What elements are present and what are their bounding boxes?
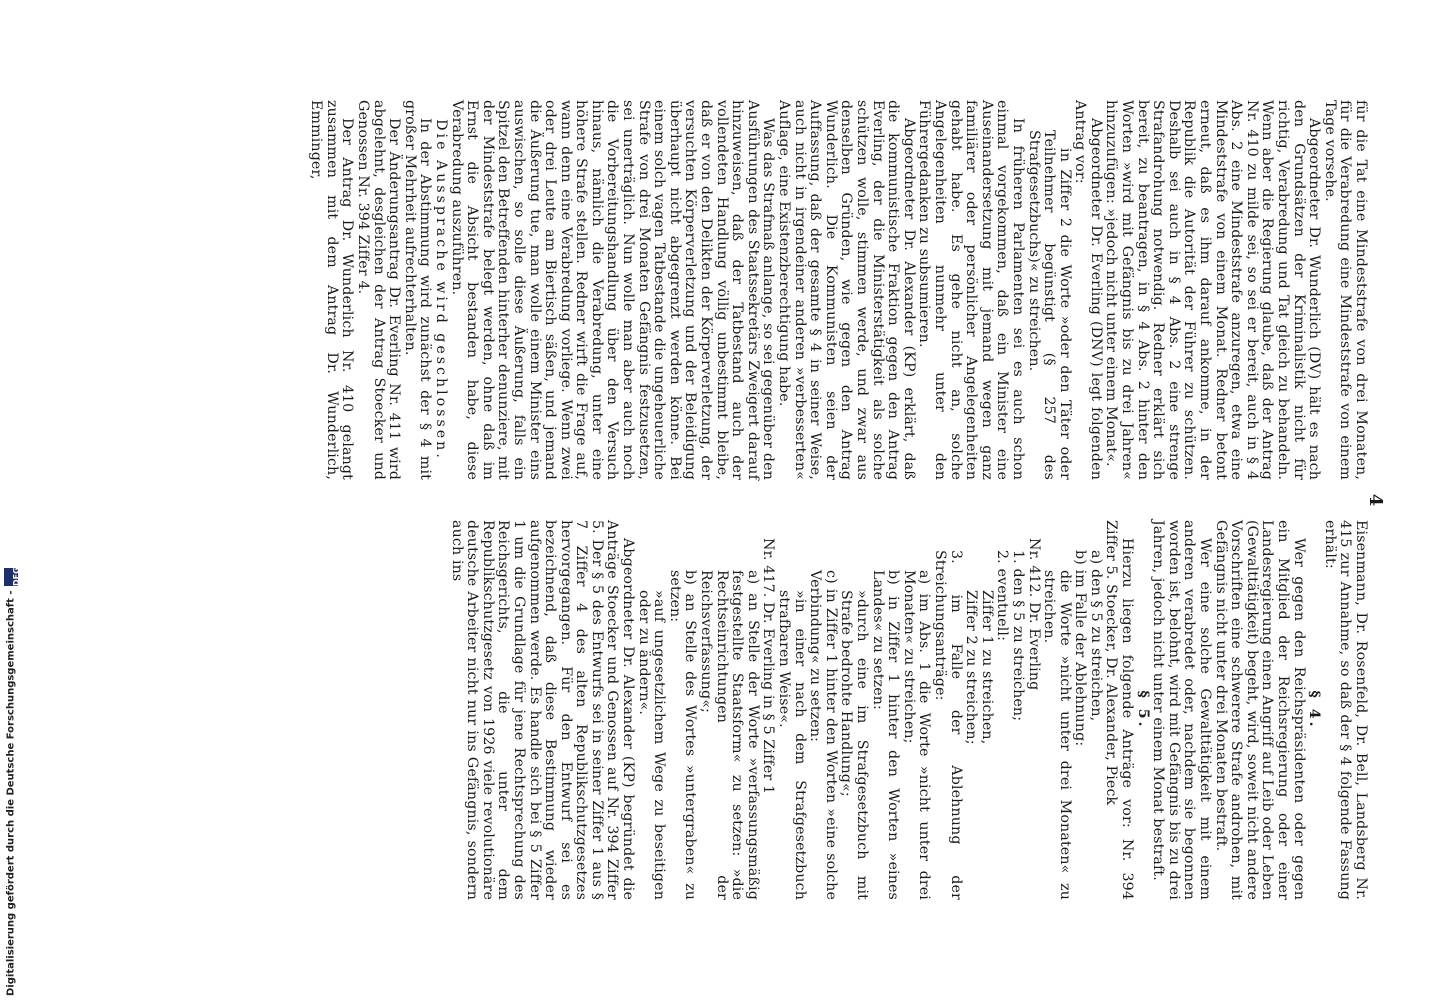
paragraph: In der Abstimmung wird zunächst der § 4 mit großer Mehrheit aufrechterhalten. xyxy=(401,100,434,480)
right-text-column xyxy=(448,520,1368,900)
paragraph: 3. im Falle der Ablehnung der Streichungsanträge: xyxy=(931,550,964,900)
paragraph: Wer gegen den Reichspräsidenten oder gegen ein Mitglied der Reichsregierung oder einer Landesregierung einen Angriff auf Leib oder Leben (Gewalttätigkeit) begeht, wird, soweit nicht andere Vorschriften eine schwerere Strafe androhen, mit Gefängnis nicht unter drei Monaten bestraft. xyxy=(1212,520,1307,900)
paragraph: Hierzu liegen folgende Anträge vor: Nr. 394 Ziffer 5. Stoecker, Dr. Alexander, Pieck xyxy=(1103,520,1136,900)
paragraph: »durch eine im Strafgesetzbuch mit Strafe bedrohte Handlung«; xyxy=(838,590,870,900)
paragraph: Der Änderungsantrag Dr. Everling Nr. 411 wird abgelehnt, desgleichen der Antrag Stoecker und Genossen Nr. 394 Ziffer 4. xyxy=(355,100,403,480)
left-text-column xyxy=(308,100,1368,480)
paragraph: a) im Abs. 1 die Worte »nicht unter drei Monaten« zu streichen; xyxy=(900,570,933,900)
paragraph: Abgeordneter Dr. Wunderlich (DV) hält es nach den Grundsätzen der Kriminalistik nicht für richtig, Verabredung und Tat gleich zu behandeln. Wenn aber die Regierung glaube, daß der Antrag Nr. 410 zu milde sei, so sei er bereit, auch in § 4 Abs. 2 eine Mindeststrafe anzuregen, etwa eine Mindeststrafe von einem Monat. Redner betont erneut, daß es ihm darauf ankomme, in der Republik die Autorität der Führer zu schützen. Deshalb sei auch in § 4 Abs. 2 eine strenge Strafandrohung notwendig. Redner erklärt sich bereit, zu beantragen, in § 4 Abs. 2 hinter den Worten »wird mit Gefängnis bis zu drei Jahren« hinzuzufügen: »jedoch nicht unter einem Monat«. xyxy=(1103,100,1323,480)
paragraph: Der Antrag Dr. Wunderlich Nr. 410 gelangt zusammen mit dem Antrag Dr. Wunderlich, Emminger, xyxy=(308,100,356,480)
paragraph: für die Tat eine Mindeststrafe von drei Monaten, für die Verabredung eine Mindeststrafe von einem Tage vorsehe. xyxy=(1321,100,1369,480)
page-number: 4 xyxy=(1365,493,1386,507)
paragraph: Abgeordneter Dr. Everling (DNV) legt folgenden Antrag vor: xyxy=(1072,100,1104,480)
paragraph: Abgeordneter Dr. Alexander (KP) begründet die Anträge Stoecker und Genossen auf Nr. 394 Ziffer 5. Der § 5 des Entwurfs sei in seiner Ziffer 1 aus § 7 Ziffer 4 des alten Republikschutzgesetzes hervorgegangen. Für den Entwurf sei es bezeichnend, daß diese Bestimmung wieder aufgenommen werde. Es handle sich bei § 5 Ziffer 1 um die Grundlage für jene Rechtsprechung des Reichsgerichts, die unter dem Republikschutzgesetz von 1926 viele revolutionäre deutsche Arbeiter nicht nur ins Gefängnis, sondern auch ins xyxy=(448,520,637,900)
paragraph: b) in Ziffer 1 hinter den Worten »eines Landes« zu setzen: xyxy=(869,570,902,900)
paragraph: 2. eventuell: xyxy=(994,550,1011,642)
section-heading: § 4. xyxy=(1306,690,1323,730)
paragraph: Ziffer 2 zu streichen; xyxy=(963,590,980,745)
dfg-logo-icon: DFG xyxy=(4,568,18,587)
paragraph: Abgeordneter Dr. Alexander (KP) erklärt, daß die kommunistische Fraktion gegen den Antrag Everling, der die Ministerstätigkeit als solche schützen wolle, stimmen werde, und zwar aus denselben Gründen, wie gegen den Antrag Wunderlich. Die Kommunisten seien der Auffassung, daß der gesamte § 4 in seiner Weise, auch nicht in irgendeiner anderen »verbesserten« Auflage, eine Existenzberechtigung habe. xyxy=(776,100,917,480)
paragraph: Die Aussprache wird geschlossen. xyxy=(432,119,449,461)
paragraph: Wer eine solche Gewalttätigkeit mit einem anderen verabredet oder, nachdem sie begonnen worden ist, belohnt, wird mit Gefängnis bis zu drei Jahren, jedoch nicht unter einem Monat bestraft. xyxy=(1150,520,1214,900)
paragraph: Was das Strafmaß anlange, so sei gegenüber den Ausführungen des Staatssekretärs Zweigert darauf hinzuweisen, daß der Tatbestand auch der vollendeten Handlung völlig unbestimmt bleibe, daß er von den Delikten der Körperverletzung, der versuchten Körperverletzung und der Beleidigung überhaupt nicht abgegrenzt werden könne. Bei einem solch vagen Tatbestande die ungeheuerliche Strafe von drei Monaten Gefängnis festzusetzen, sei unerträglich. Nun wolle man aber auch noch die Vorbereitungshandlung über den Versuch hinaus, nämlich die Verabredung, unter eine höhere Strafe stellen. Redner wirft die Frage auf, wann denn eine Verabredung vorliege. Wenn zwei oder drei Leute am Biertisch säßen, und jemand die Äußerung tue, man wolle einem Minister eins auswischen, so solle diese Äußerung, falls ein Spitzel den Betreffenden hinterher denunziere, mit der Mindeststrafe belegt werden, ohne daß im Ernst die Absicht bestanden habe, diese Verabredung auszuführen. xyxy=(448,100,777,480)
paragraph: Nr. 412. Dr. Everling xyxy=(1025,538,1042,691)
paragraph: c) in Ziffer 1 hinter den Worten »eine solche Verbindung« zu setzen: xyxy=(807,570,839,900)
paragraph: b) an Stelle des Wortes »untergraben« zu setzen: xyxy=(666,570,699,900)
paragraph: »in einer nach dem Strafgesetzbuch strafbaren Weise«. xyxy=(776,590,808,900)
paragraph: Nr. 417. Dr. Everling in § 5 Ziffer 1 xyxy=(760,538,777,795)
section-heading: § 5. xyxy=(1134,690,1151,730)
paragraph: die Worte »nicht unter drei Monaten« zu streichen. xyxy=(1041,570,1073,900)
credit-text: Digitalisierung gefördert durch die Deutsche Forschungsgemeinschaft - xyxy=(5,590,17,996)
paragraph: Eisenmann, Dr. Rosenfeld, Dr. Bell, Landsberg Nr. 415 zur Annahme, so daß der § 4 folgende Fassung erhält: xyxy=(1321,520,1369,900)
paragraph: a) an Stelle der Worte »verfassungsmäßig festgestellte Staatsform« zu setzen: »die Rechtseinrichtungen der Reichsverfassung«; xyxy=(698,570,761,900)
digitization-credit xyxy=(2,567,21,996)
paragraph: b) im Falle der Ablehnung: xyxy=(1072,550,1089,747)
paragraph: In früheren Parlamenten sei es auch schon einmal vorgekommen, daß ein Minister eine Auseinandersetzung mit jemand wegen ganz familiärer oder persönlicher Angelegenheiten gehabt habe. Es gehe nicht an, solche Angelegenheiten nunmehr unter den Führergedanken zu subsumieren. xyxy=(916,100,1026,480)
paragraph: in Ziffer 2 die Worte »oder den Täter oder Teilnehmer begünstigt (§ 257 des Strafgesetzbuchs)« zu streichen. xyxy=(1025,130,1073,480)
paragraph: 1. den § 5 zu streichen; xyxy=(1009,550,1026,722)
paragraph: »auf ungesetzlichem Wege zu beseitigen oder zu ändern«. xyxy=(635,590,668,900)
paragraph: a) den § 5 zu streichen, xyxy=(1087,550,1104,722)
paragraph: Ziffer 1 zu streichen, xyxy=(978,590,995,745)
